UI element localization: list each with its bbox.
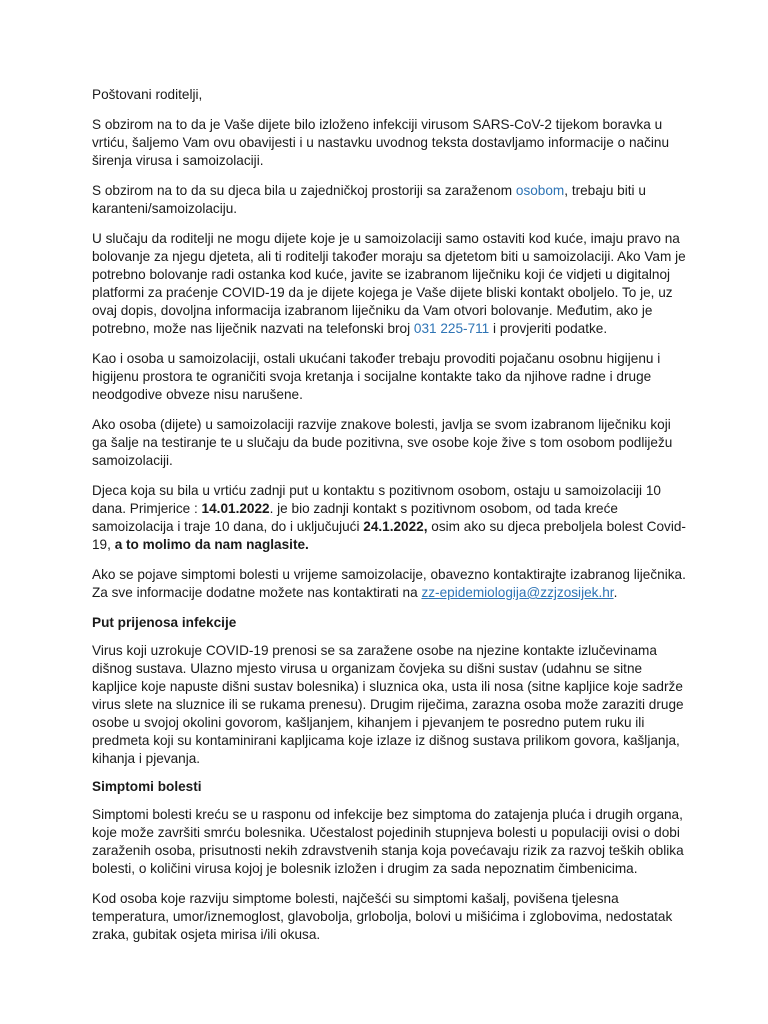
- paragraph-contact: [92, 566, 688, 602]
- paragraph-transmission: Virus koji uzrokuje COVID-19 prenosi se sa zaražene osobe na njezine kontakte izlučevinama dišnog sustava. Ulazno mjesto virusa u organizam čovjeka su dišni sustav (udahnu se sitne kapljice koje napuste dišni sustav bolesnika) i sluznica oka, usta ili nosa (sitne kapljice koje sadrže virus slete na sluznice ili se rukama prenesu). Drugim riječima, zarazna osoba može zaraziti druge osobe u svojoj okolini govorom, kašljanjem, kihanjem i pjevanjem te posredno putem ruku ili predmeta koji su kontaminirani kapljicama koje izlaze iz dišnog sustava prilikom govora, kašljanja, kihanja i pjevanja.: [92, 643, 684, 766]
- section-heading-transmission: Put prijenosa infekcije: [92, 615, 237, 630]
- paragraph-household: Kao i osoba u samoizolaciji, ostali ukućani također trebaju provoditi pojačanu osobnu higijenu i higijenu prostora te ograničiti svoja kretanja i socijalne kontakte tako da njihove radne i druge neodgodive obveze nisu narušene.: [92, 351, 661, 402]
- paragraph-isolation-text-a: Djeca koja su bila u vrtiću zadnji put u kontaktu s pozitivnom osobom, ostaju u samoizolaciji 10 dana. Primjerice :: [92, 483, 661, 516]
- highlighted-word: osobom: [515, 183, 565, 198]
- paragraph-sick-leave: [92, 230, 688, 338]
- paragraph-contact-text-a: Ako se pojave simptomi bolesti u vrijeme samoizolacije, obavezno kontaktirajte izabranog liječnika. Za sve informacije dodatne možete nas kontaktirati na: [92, 567, 686, 600]
- paragraph-quarantine-text-a: S obzirom na to da su djeca bila u zajedničkoj prostoriji sa zaraženom: [92, 183, 516, 198]
- example-start-date: 14.01.2022: [201, 501, 270, 516]
- paragraph-isolation-duration: [92, 482, 688, 554]
- email-link[interactable]: zz-epidemiologija@zzjzosijek.hr: [421, 585, 614, 600]
- paragraph-symptom-range: Simptomi bolesti kreću se u rasponu od infekcije bez simptoma do zatajenja pluća i drugih organa, koje može završiti smrću bolesnika. Učestalost pojedinih stupnjeva bolesti u populaciji ovisi o dobi zaraženih osoba, prisutnosti nekih zdravstvenih stanja koja povećavaju rizik za razvoj teških oblika bolesti, o količini virusa kojoj je bolesnik izložen i drugim za sada nepoznatim čimbenicima.: [92, 807, 684, 876]
- salutation: Poštovani roditelji,: [92, 87, 203, 102]
- paragraph-contact-text-b: .: [613, 585, 618, 600]
- paragraph-quarantine: [92, 182, 688, 218]
- section-heading-symptoms: Simptomi bolesti: [92, 779, 202, 794]
- paragraph-isolation-text-c: osim ako su djeca preboljela bolest Covid-19,: [92, 519, 686, 552]
- paragraph-isolation-emphasis: a to molimo da nam naglasite.: [114, 537, 309, 552]
- paragraph-exposure-notice: S obzirom na to da je Vaše dijete bilo izloženo infekciji virusom SARS-CoV-2 tijekom boravka u vrtiću, šaljemo Vam ovu obavijesti i u nastavku uvodnog teksta dostavljamo informacije o načinu širenja virusa i samoizolaciji.: [92, 117, 670, 168]
- phone-number-link[interactable]: 031 225-711: [413, 321, 490, 336]
- paragraph-sick-leave-text-b: i provjeriti podatke.: [489, 321, 608, 336]
- paragraph-isolation-text-b: . je bio zadnji kontakt s pozitivnom osobom, od tada kreće samoizolacija i traje 10 dana, do i uključujući: [92, 501, 618, 534]
- paragraph-symptoms-testing: Ako osoba (dijete) u samoizolaciji razvije znakove bolesti, javlja se svom izabranom liječniku koji ga šalje na testiranje te u slučaju da bude pozitivna, sve osobe koje žive s tom osobom podliježu samoizolaciji.: [92, 417, 673, 468]
- paragraph-quarantine-text-b: , trebaju biti u karanteni/samoizolaciju.: [92, 183, 646, 216]
- example-end-date: 24.1.2022,: [363, 519, 428, 534]
- paragraph-sick-leave-text-a: U slučaju da roditelji ne mogu dijete koje je u samoizolaciji samo ostaviti kod kuće, imaju pravo na bolovanje za njegu djeteta, ali ti roditelji također moraju sa djetetom biti u samoizolaciji. Ako Vam je potrebno bolovanje radi ostanka kod kuće, javite se izabranom liječniku koji će vidjeti u digitalnoj platformi za praćenje COVID-19 da je dijete kojega je Vaše dijete bliski kontakt oboljelo. To je, uz ovaj dopis, dovoljna informacija izabranom liječniku da Vam otvori bolovanje. Međutim, ako je potrebno, može nas liječnik nazvati na telefonski broj: [92, 231, 686, 336]
- paragraph-common-symptoms: Kod osoba koje razviju simptome bolesti, najčešći su simptomi kašalj, povišena tjelesna temperatura, umor/iznemoglost, glavobolja, grlobolja, bolovi u mišićima i zglobovima, nedostatak zraka, gubitak osjeta mirisa i/ili okusa.: [92, 891, 673, 942]
